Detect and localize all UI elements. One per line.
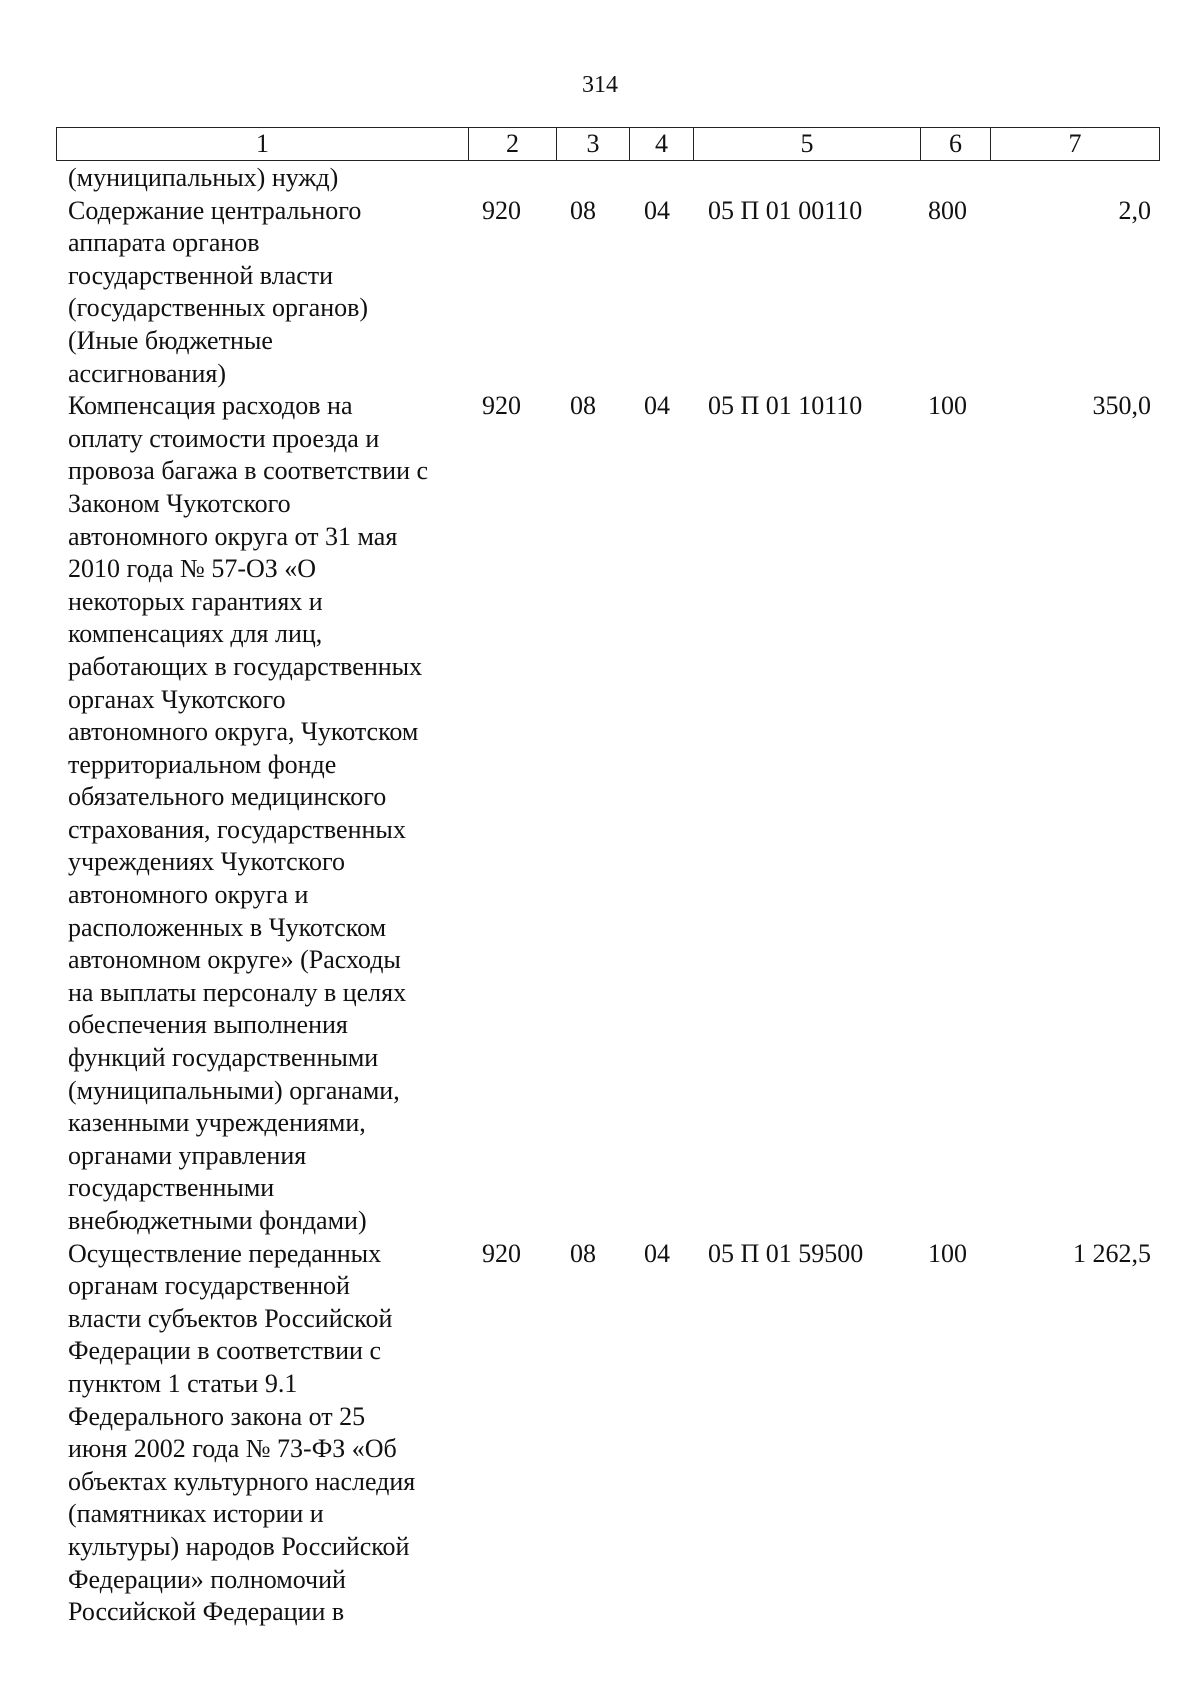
description-line: территориальном фонде bbox=[68, 749, 337, 779]
row-col-5: 05 П 01 10110 bbox=[708, 391, 863, 421]
header-col-2: 2 bbox=[469, 128, 557, 161]
header-col-6: 6 bbox=[921, 128, 991, 161]
row-col-7: 350,0 bbox=[1092, 391, 1151, 421]
description-line: органах Чукотского bbox=[68, 684, 286, 714]
description-line: 2010 года № 57-ОЗ «О bbox=[68, 554, 317, 584]
table-row bbox=[0, 1238, 1200, 1629]
header-col-4: 4 bbox=[630, 128, 694, 161]
header-col-5: 5 bbox=[694, 128, 921, 161]
description-line: Федерации в соответствии с bbox=[68, 1336, 382, 1366]
row-col-6: 800 bbox=[928, 195, 967, 225]
description-line: работающих в государственных bbox=[68, 651, 423, 681]
table-row bbox=[0, 195, 1200, 391]
description-line: обеспечения выполнения bbox=[68, 1010, 348, 1040]
row-col-7: 1 262,5 bbox=[1073, 1238, 1151, 1268]
description-line: внебюджетными фондами) bbox=[68, 1206, 367, 1235]
description-line: автономном округе» (Расходы bbox=[68, 945, 401, 975]
row-col-2: 920 bbox=[482, 391, 521, 421]
description-line: (государственных органов) bbox=[68, 293, 369, 323]
description-line: автономного округа и bbox=[68, 880, 309, 910]
description-line: автономного округа, Чукотском bbox=[68, 717, 419, 747]
description-line: государственной власти bbox=[68, 260, 334, 290]
row-col-4: 04 bbox=[644, 391, 670, 421]
description-line: Российской Федерации в bbox=[68, 1597, 345, 1627]
row-col-5: 05 П 01 59500 bbox=[708, 1238, 864, 1268]
row-col-3: 08 bbox=[570, 1238, 596, 1268]
description-line: государственными bbox=[68, 1173, 275, 1203]
description-line: расположенных в Чукотском bbox=[68, 912, 387, 942]
row-col-3: 08 bbox=[570, 391, 596, 421]
description-line: функций государственными bbox=[68, 1043, 379, 1073]
description-line: июня 2002 года № 73-ФЗ «Об bbox=[68, 1434, 397, 1464]
description-line: органами управления bbox=[68, 1140, 307, 1170]
row-col-7: 2,0 bbox=[1118, 195, 1151, 225]
header-col-1: 1 bbox=[57, 128, 469, 161]
description-line: автономного округа от 31 мая bbox=[68, 521, 398, 551]
row-description bbox=[68, 390, 468, 1237]
description-line: Федерального закона от 25 bbox=[68, 1401, 366, 1431]
row-col-6: 100 bbox=[928, 391, 967, 421]
header-col-3: 3 bbox=[557, 128, 630, 161]
row-col-6: 100 bbox=[928, 1238, 967, 1268]
description-line: обязательного медицинского bbox=[68, 782, 387, 812]
table-row bbox=[0, 390, 1200, 1237]
description-line: казенными учреждениями, bbox=[68, 1108, 366, 1138]
description-line: учреждениях Чукотского bbox=[68, 847, 346, 877]
row-col-3: 08 bbox=[570, 195, 596, 225]
table-body bbox=[0, 162, 1200, 1629]
description-line: на выплаты персоналу в целях bbox=[68, 977, 407, 1007]
description-line: органам государственной bbox=[68, 1271, 350, 1301]
description-line: компенсациях для лиц, bbox=[68, 619, 323, 649]
description-line: власти субъектов Российской bbox=[68, 1303, 393, 1333]
description-line: (муниципальных) нужд) bbox=[68, 163, 339, 192]
description-line: Законом Чукотского bbox=[68, 488, 291, 518]
row-col-4: 04 bbox=[644, 195, 670, 225]
description-line: объектах культурного наследия bbox=[68, 1466, 416, 1496]
table-header bbox=[56, 127, 1160, 161]
table-row bbox=[0, 162, 1200, 195]
description-line: некоторых гарантиях и bbox=[68, 586, 323, 616]
description-line: (памятниках истории и bbox=[68, 1499, 324, 1529]
description-line: провоза багажа в соответствии с bbox=[68, 456, 429, 486]
description-line: (Иные бюджетные bbox=[68, 325, 273, 355]
row-col-5: 05 П 01 00110 bbox=[708, 195, 863, 225]
row-description bbox=[68, 1238, 468, 1629]
description-line: культуры) народов Российской bbox=[68, 1531, 410, 1561]
description-line: пунктом 1 статьи 9.1 bbox=[68, 1368, 298, 1398]
description-line: Федерации» полномочий bbox=[68, 1564, 346, 1594]
row-col-2: 920 bbox=[482, 1238, 521, 1268]
description-line: аппарата органов bbox=[68, 228, 260, 258]
description-line: оплату стоимости проезда и bbox=[68, 423, 380, 453]
row-description bbox=[68, 162, 468, 195]
description-line: Содержание центрального bbox=[68, 195, 362, 225]
description-line: (муниципальными) органами, bbox=[68, 1075, 400, 1105]
description-line: Осуществление переданных bbox=[68, 1238, 382, 1268]
description-line: Компенсация расходов на bbox=[68, 391, 353, 421]
description-line: страхования, государственных bbox=[68, 814, 406, 844]
header-col-7: 7 bbox=[991, 128, 1160, 161]
description-line: ассигнования) bbox=[68, 358, 227, 388]
row-col-2: 920 bbox=[482, 195, 521, 225]
page-number: 314 bbox=[582, 72, 618, 98]
row-description bbox=[68, 195, 468, 391]
row-col-4: 04 bbox=[644, 1238, 670, 1268]
